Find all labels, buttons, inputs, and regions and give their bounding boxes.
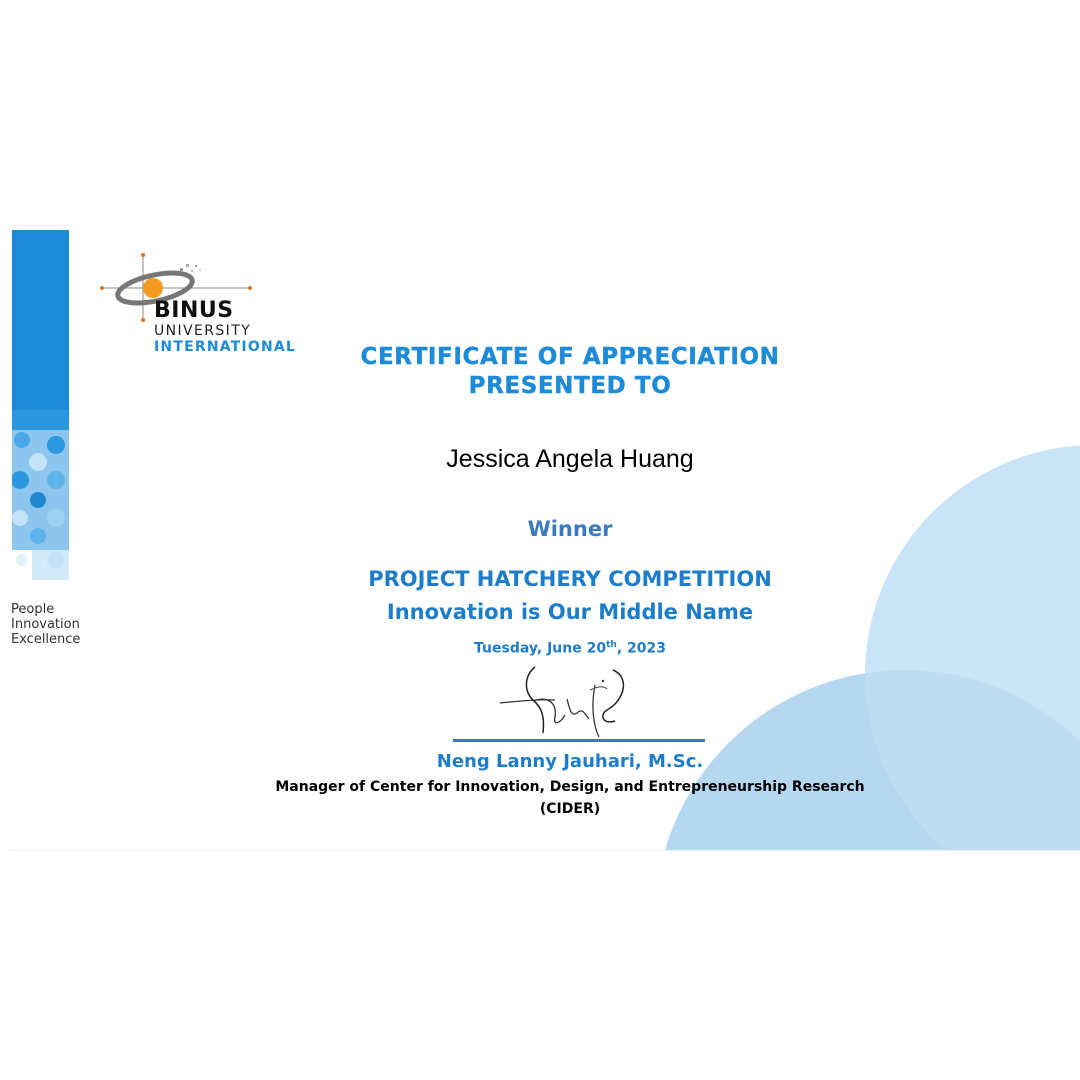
logo-university: UNIVERSITY xyxy=(154,323,252,339)
award-title: Winner xyxy=(527,517,613,541)
certificate-title: CERTIFICATE OF APPRECIATION xyxy=(360,344,780,370)
date-main: Tuesday, June 20 xyxy=(474,640,607,657)
left-stripe-pattern xyxy=(12,410,69,580)
signer-position: Manager of Center for Innovation, Design, and Entrepreneurship Research xyxy=(275,779,865,795)
logo-international: INTERNATIONAL xyxy=(154,339,297,355)
tagline-people: People xyxy=(11,602,55,617)
certificate-subtitle: PRESENTED TO xyxy=(468,373,672,399)
signature-line xyxy=(453,739,705,742)
certificate xyxy=(10,230,1080,851)
tagline xyxy=(11,602,80,647)
event-name: PROJECT HATCHERY COMPETITION xyxy=(368,567,772,591)
recipient-name: Jessica Angela Huang xyxy=(446,445,694,473)
date-ordinal: th xyxy=(606,640,617,650)
left-stripe xyxy=(12,230,69,410)
event-tagline: Innovation is Our Middle Name xyxy=(386,600,754,624)
tagline-excellence: Excellence xyxy=(11,632,81,647)
signer-name: Neng Lanny Jauhari, M.Sc. xyxy=(436,751,704,772)
signer-unit: (CIDER) xyxy=(539,801,601,817)
date-year: , 2023 xyxy=(616,640,666,657)
logo-brand: BINUS xyxy=(154,298,234,323)
signature-image xyxy=(495,655,635,740)
tagline-innovation: Innovation xyxy=(11,617,80,632)
